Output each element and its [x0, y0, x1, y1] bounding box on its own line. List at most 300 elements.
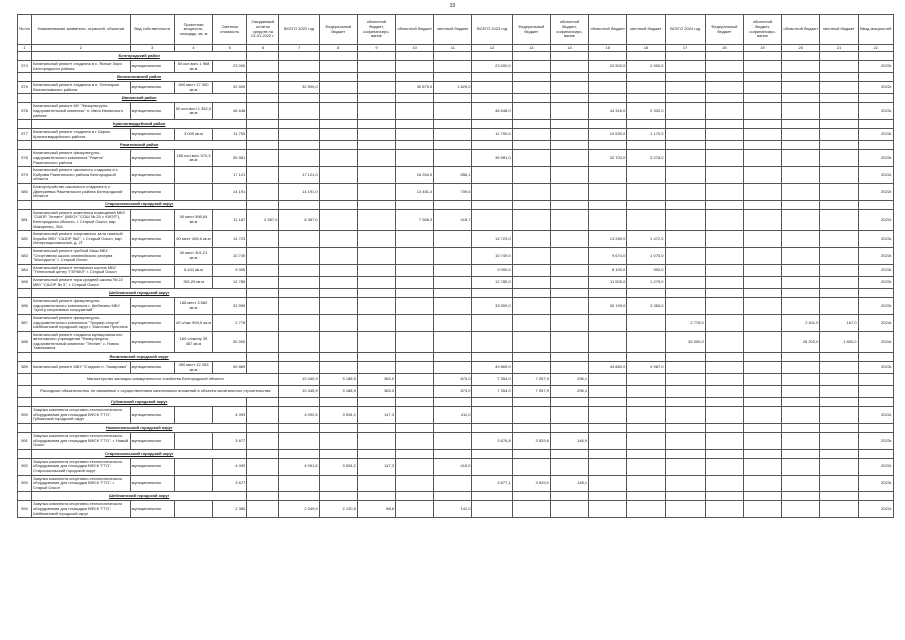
section-row — [18, 353, 894, 362]
amount-r24: 2 611,0 — [782, 314, 820, 331]
amount-rc23 — [550, 103, 588, 120]
amount-rc24 — [743, 183, 781, 200]
remainder — [247, 458, 279, 475]
row-number: 594 — [18, 501, 32, 518]
col-header-federal-2023: Федеральный бюджет — [512, 15, 550, 45]
amount-rc23 — [550, 501, 588, 518]
empty-cell — [512, 398, 550, 407]
commission-year: 2022г. — [858, 458, 893, 475]
amount-r22 — [396, 433, 434, 450]
object-name: Закупка комплекта спортивно-технологического оборудования для площадки ВФСК "ГТО", Губкинский городской округ — [32, 407, 131, 424]
amount-t23 — [472, 167, 512, 184]
empty-cell — [782, 449, 820, 458]
object-name: Капитальный ремонт тира средней школы № 22 МБУ "СШОР № 3", г. Старый Оскол — [32, 276, 131, 288]
amount-l22: 141,0 — [434, 501, 472, 518]
empty-cell — [434, 353, 472, 362]
empty-cell — [247, 398, 279, 407]
column-number: 12 — [472, 45, 512, 52]
empty-cell — [858, 374, 893, 386]
object-name: Капитальный ремонт МБУ "Стадион п. Томаровка" — [32, 362, 131, 374]
empty-cell — [396, 120, 434, 129]
amount-t23: 9 000,0 — [472, 264, 512, 276]
amount-t23 — [472, 314, 512, 331]
amount-f23 — [512, 61, 550, 73]
remainder — [247, 103, 279, 120]
amount-t23 — [472, 183, 512, 200]
row-number: 574 — [18, 61, 32, 73]
empty-cell — [705, 289, 743, 298]
empty-cell — [472, 289, 512, 298]
col-header-regcofin-2022: областной бюджет, софинансиро-вание — [357, 15, 395, 45]
table-row — [18, 129, 894, 141]
amount-l23 — [627, 386, 665, 398]
amount-r24 — [782, 433, 820, 450]
amount-f24 — [705, 61, 743, 73]
empty-cell — [279, 492, 319, 501]
amount-f22 — [319, 331, 357, 352]
empty-cell — [357, 424, 395, 433]
empty-cell — [820, 424, 858, 433]
empty-cell — [357, 120, 395, 129]
amount-l22: 410,0 — [434, 458, 472, 475]
capacity — [174, 458, 212, 475]
empty-cell — [319, 449, 357, 458]
amount-rc22 — [357, 150, 395, 167]
amount-t23: 11 700,0 — [472, 129, 512, 141]
amount-t22 — [279, 150, 319, 167]
empty-cell — [858, 386, 893, 398]
amount-f23: 3 529,0 — [512, 475, 550, 492]
empty-cell — [434, 52, 472, 61]
amount-l24 — [820, 362, 858, 374]
amount-l24 — [820, 264, 858, 276]
empty-cell — [319, 200, 357, 209]
amount-l24: 167,0 — [820, 314, 858, 331]
amount-rc23 — [550, 362, 588, 374]
commission-year: 2024г. — [858, 331, 893, 352]
amount-rc22: 88,6 — [357, 501, 395, 518]
amount-t22 — [279, 61, 319, 73]
amount-r24 — [782, 61, 820, 73]
column-number: 21 — [820, 45, 858, 52]
amount-l23 — [627, 407, 665, 424]
remainder — [247, 167, 279, 184]
object-name: Капитальный ремонт физкультурно-оздоровительного комплекса "Ракета" Ракитянского района — [32, 150, 131, 167]
empty-cell — [434, 200, 472, 209]
capacity: 165 кол-во/ч 970,3 кв.м — [174, 150, 212, 167]
amount-t22 — [279, 331, 319, 352]
empty-cell — [705, 492, 743, 501]
empty-cell — [589, 424, 627, 433]
amount-l23: 3 360,0 — [627, 298, 665, 315]
commission-year: 2023г. — [858, 103, 893, 120]
amount-rc23 — [550, 264, 588, 276]
empty-cell — [279, 73, 319, 82]
investment-table — [17, 14, 894, 518]
amount-rc24 — [743, 314, 781, 331]
object-name: Капитальный ремонт теннисных кортов МБУ "Теннисный центр "ГЕРАКЛ" г. Старый Оскол — [32, 264, 131, 276]
amount-r24 — [782, 82, 820, 94]
amount-f24 — [705, 362, 743, 374]
section-title: Шебекинский городской округ — [32, 492, 247, 501]
amount-l22 — [434, 247, 472, 264]
empty-cell — [396, 449, 434, 458]
amount-f23: 7 057,9 — [512, 374, 550, 386]
remainder — [247, 314, 279, 331]
commission-year: 2023г. — [858, 433, 893, 450]
capacity: 188 мест 3 682 кв.м — [174, 298, 212, 315]
section-spacer — [18, 289, 32, 298]
ownership: муниципальная — [130, 458, 174, 475]
empty-cell — [247, 141, 279, 150]
ownership: муниципальная — [130, 82, 174, 94]
empty-cell — [665, 424, 705, 433]
row-number: 591 — [18, 433, 32, 450]
section-row — [18, 398, 894, 407]
commission-year: 2022г. — [858, 82, 893, 94]
empty-cell — [434, 120, 472, 129]
amount-t23: 3 677,1 — [472, 475, 512, 492]
amount-t24 — [665, 458, 705, 475]
section-spacer — [18, 200, 32, 209]
amount-r23 — [589, 167, 627, 184]
ownership: муниципальная — [130, 314, 174, 331]
amount-l24 — [820, 276, 858, 288]
capacity: 50 кол-во/ч 1 352,0 кв.м — [174, 103, 212, 120]
row-number: 580 — [18, 183, 32, 200]
amount-f22: 3 534,2 — [319, 407, 357, 424]
estimated-cost: 17 121 — [213, 167, 247, 184]
empty-cell — [512, 141, 550, 150]
empty-cell — [820, 492, 858, 501]
empty-cell — [247, 289, 279, 298]
empty-cell — [319, 424, 357, 433]
header-row — [18, 15, 894, 45]
amount-f24 — [705, 501, 743, 518]
empty-cell — [782, 289, 820, 298]
empty-cell — [472, 94, 512, 103]
amount-f22 — [319, 167, 357, 184]
empty-cell — [319, 398, 357, 407]
empty-cell — [665, 449, 705, 458]
section-title: Шебекинский городской округ — [32, 289, 247, 298]
amount-l24 — [820, 129, 858, 141]
empty-cell — [782, 424, 820, 433]
empty-cell — [357, 398, 395, 407]
amount-f24 — [705, 167, 743, 184]
column-number: 7 — [279, 45, 319, 52]
row-number: 586 — [18, 298, 32, 315]
commission-year: 2023г. — [858, 231, 893, 248]
amount-t24 — [665, 386, 705, 398]
column-number: 1 — [18, 45, 32, 52]
empty-cell — [627, 353, 665, 362]
amount-t23: 3 676,8 — [472, 433, 512, 450]
remainder — [247, 231, 279, 248]
empty-cell — [665, 73, 705, 82]
amount-l23: 4 987,0 — [627, 362, 665, 374]
estimated-cost: 33 559 — [213, 298, 247, 315]
row-number: 592 — [18, 458, 32, 475]
amount-f22 — [319, 150, 357, 167]
capacity: 3 000 кв.м — [174, 129, 212, 141]
amount-f23 — [512, 209, 550, 230]
column-number-row — [18, 45, 894, 52]
empty-cell — [472, 353, 512, 362]
empty-cell — [743, 52, 781, 61]
empty-cell — [858, 424, 893, 433]
amount-l23 — [627, 183, 665, 200]
amount-r23 — [589, 374, 627, 386]
empty-cell — [18, 386, 32, 398]
total-name: Министерство жилищно-коммунального хозяйства Белгородской области — [32, 374, 279, 386]
empty-cell — [550, 398, 588, 407]
empty-cell — [18, 374, 32, 386]
ownership: муниципальная — [130, 362, 174, 374]
column-number: 4 — [174, 45, 212, 52]
amount-f22 — [319, 362, 357, 374]
amount-f24 — [705, 247, 743, 264]
empty-cell — [512, 492, 550, 501]
object-name: Капитальный ремонт спортивного зала тяжелой борьбы МБУ "СШОР №2", г. Старый Оскол, мкр Интернациональный, д. 2Г — [32, 231, 131, 248]
section-row — [18, 289, 894, 298]
row-number: 577 — [18, 129, 32, 141]
amount-rc24 — [743, 501, 781, 518]
col-header-regcofin-2023: областной бюджет, софинансиро-вание — [550, 15, 588, 45]
amount-f22 — [319, 103, 357, 120]
commission-year: 2023г. — [858, 276, 893, 288]
amount-t22 — [279, 433, 319, 450]
amount-f24 — [705, 433, 743, 450]
col-header-local-2022: местный бюджет — [434, 15, 472, 45]
table-row — [18, 276, 894, 288]
empty-cell — [247, 73, 279, 82]
empty-cell — [396, 94, 434, 103]
amount-l22 — [434, 264, 472, 276]
estimated-cost: 3 677 — [213, 475, 247, 492]
amount-t23 — [472, 458, 512, 475]
empty-cell — [743, 398, 781, 407]
amount-rc22 — [357, 264, 395, 276]
table-row — [18, 61, 894, 73]
empty-cell — [279, 353, 319, 362]
amount-t22: 4 092,5 — [279, 407, 319, 424]
amount-l22 — [434, 331, 472, 352]
empty-cell — [434, 449, 472, 458]
section-spacer — [18, 141, 32, 150]
amount-r22 — [396, 129, 434, 141]
amount-t22: 17 121,0 — [279, 167, 319, 184]
amount-l24 — [820, 501, 858, 518]
estimated-cost: 12 785 — [213, 276, 247, 288]
column-number: 19 — [743, 45, 781, 52]
row-number: 581 — [18, 209, 32, 230]
object-name: Капитальный ремонт физкультурно-оздоровительного комплекса "Триумф спорта" Шебекинский городской округ г. Маслова Пристань — [32, 314, 131, 331]
amount-l22: 856,1 — [434, 167, 472, 184]
empty-cell — [472, 398, 512, 407]
amount-r23: 13 289,0 — [589, 231, 627, 248]
col-header-name: Наименование заявителя, отраслей, объектов — [32, 15, 131, 45]
empty-cell — [279, 289, 319, 298]
section-row — [18, 120, 894, 129]
amount-t23 — [472, 501, 512, 518]
empty-cell — [589, 492, 627, 501]
amount-l24 — [820, 433, 858, 450]
ownership: муниципальная — [130, 247, 174, 264]
empty-cell — [820, 200, 858, 209]
empty-cell — [858, 52, 893, 61]
amount-r22 — [396, 374, 434, 386]
empty-cell — [247, 94, 279, 103]
capacity: 6 441 кв.м — [174, 264, 212, 276]
table-row — [18, 231, 894, 248]
estimated-cost: 14 191 — [213, 183, 247, 200]
amount-t24 — [665, 231, 705, 248]
object-name: Капитальный ремонт стадиона в п. Пятницкое Волоконовского района — [32, 82, 131, 94]
empty-cell — [743, 424, 781, 433]
estimated-cost: 4 093 — [213, 407, 247, 424]
amount-rc23: 146,9 — [550, 433, 588, 450]
empty-cell — [434, 94, 472, 103]
empty-cell — [279, 424, 319, 433]
amount-f23 — [512, 103, 550, 120]
amount-r22 — [396, 501, 434, 518]
empty-cell — [665, 492, 705, 501]
ownership: муниципальная — [130, 209, 174, 230]
amount-rc22 — [357, 298, 395, 315]
empty-cell — [247, 449, 279, 458]
amount-r23 — [589, 183, 627, 200]
object-name: Закупка комплекта спортивно-технологического оборудования для площадки ВФСК "ГТО", Старооскольский городской округ — [32, 458, 131, 475]
amount-rc24 — [743, 129, 781, 141]
col-header-total-2023: ВСЕГО 2023 год — [472, 15, 512, 45]
amount-r23 — [589, 331, 627, 352]
empty-cell — [550, 120, 588, 129]
amount-t24 — [665, 167, 705, 184]
amount-t22 — [279, 475, 319, 492]
amount-t22 — [279, 129, 319, 141]
amount-rc24 — [743, 407, 781, 424]
ownership: муниципальная — [130, 501, 174, 518]
amount-l23: 1 170,0 — [627, 129, 665, 141]
amount-f24 — [705, 475, 743, 492]
amount-r24 — [782, 501, 820, 518]
amount-rc24 — [743, 247, 781, 264]
section-title: Старооскольский городской округ — [32, 449, 247, 458]
amount-l23: 1 279,0 — [627, 276, 665, 288]
amount-l24 — [820, 475, 858, 492]
amount-l24 — [820, 183, 858, 200]
empty-cell — [550, 52, 588, 61]
amount-r22 — [396, 264, 434, 276]
empty-cell — [705, 120, 743, 129]
section-spacer — [18, 94, 32, 103]
row-number: 590 — [18, 407, 32, 424]
empty-cell — [589, 73, 627, 82]
amount-rc22 — [357, 475, 395, 492]
empty-cell — [665, 398, 705, 407]
amount-t23: 10 749,0 — [472, 247, 512, 264]
estimated-cost: 35 981 — [213, 150, 247, 167]
table-row — [18, 183, 894, 200]
amount-l24 — [820, 298, 858, 315]
section-spacer — [18, 73, 32, 82]
amount-l23: 1 075,0 — [627, 247, 665, 264]
row-number: 587 — [18, 314, 32, 331]
section-row — [18, 200, 894, 209]
amount-t24: 2 778,0 — [665, 314, 705, 331]
amount-r22 — [396, 276, 434, 288]
empty-cell — [820, 449, 858, 458]
amount-rc22 — [357, 247, 395, 264]
empty-cell — [665, 141, 705, 150]
capacity: 160 ч/смену 35 467 кв.м — [174, 331, 212, 352]
table-row — [18, 407, 894, 424]
amount-l23: 2 500,0 — [627, 61, 665, 73]
empty-cell — [357, 73, 395, 82]
section-title: Ракитянский район — [32, 141, 247, 150]
empty-cell — [665, 353, 705, 362]
amount-rc24 — [743, 82, 781, 94]
section-row — [18, 94, 894, 103]
amount-t24 — [665, 82, 705, 94]
amount-rc22: 147,3 — [357, 458, 395, 475]
amount-rc22 — [357, 183, 395, 200]
amount-r24 — [782, 374, 820, 386]
amount-l24 — [820, 386, 858, 398]
column-number: 3 — [130, 45, 174, 52]
amount-r24 — [782, 264, 820, 276]
estimated-cost: 11 187 — [213, 209, 247, 230]
amount-l23 — [627, 82, 665, 94]
table-body — [18, 52, 894, 518]
column-number: 16 — [627, 45, 665, 52]
empty-cell — [247, 200, 279, 209]
amount-f22 — [319, 276, 357, 288]
amount-rc24 — [743, 386, 781, 398]
empty-cell — [743, 200, 781, 209]
amount-t23: 33 559,0 — [472, 298, 512, 315]
empty-cell — [247, 424, 279, 433]
remainder — [247, 247, 279, 264]
estimated-cost: 10 749 — [213, 247, 247, 264]
table-row — [18, 314, 894, 331]
empty-cell — [512, 449, 550, 458]
empty-cell — [820, 353, 858, 362]
row-number: 575 — [18, 82, 32, 94]
amount-rc23: 296,1 — [550, 374, 588, 386]
col-header-regional-2024: областной бюджет — [782, 15, 820, 45]
empty-cell — [820, 73, 858, 82]
amount-r22 — [396, 103, 434, 120]
amount-f23: 3 529,6 — [512, 433, 550, 450]
empty-cell — [512, 200, 550, 209]
empty-cell — [357, 492, 395, 501]
empty-cell — [705, 52, 743, 61]
remainder — [247, 183, 279, 200]
empty-cell — [396, 289, 434, 298]
col-header-capacity: Проектная мощность, площадь, кв. м — [174, 15, 212, 45]
capacity: 40 ч/час 994,5 кв.м — [174, 314, 212, 331]
amount-l22: 411,0 — [434, 407, 472, 424]
total-row — [18, 374, 894, 386]
amount-rc24 — [743, 103, 781, 120]
empty-cell — [319, 120, 357, 129]
empty-cell — [434, 398, 472, 407]
amount-l22 — [434, 231, 472, 248]
empty-cell — [665, 94, 705, 103]
amount-r22: 13 481,4 — [396, 183, 434, 200]
